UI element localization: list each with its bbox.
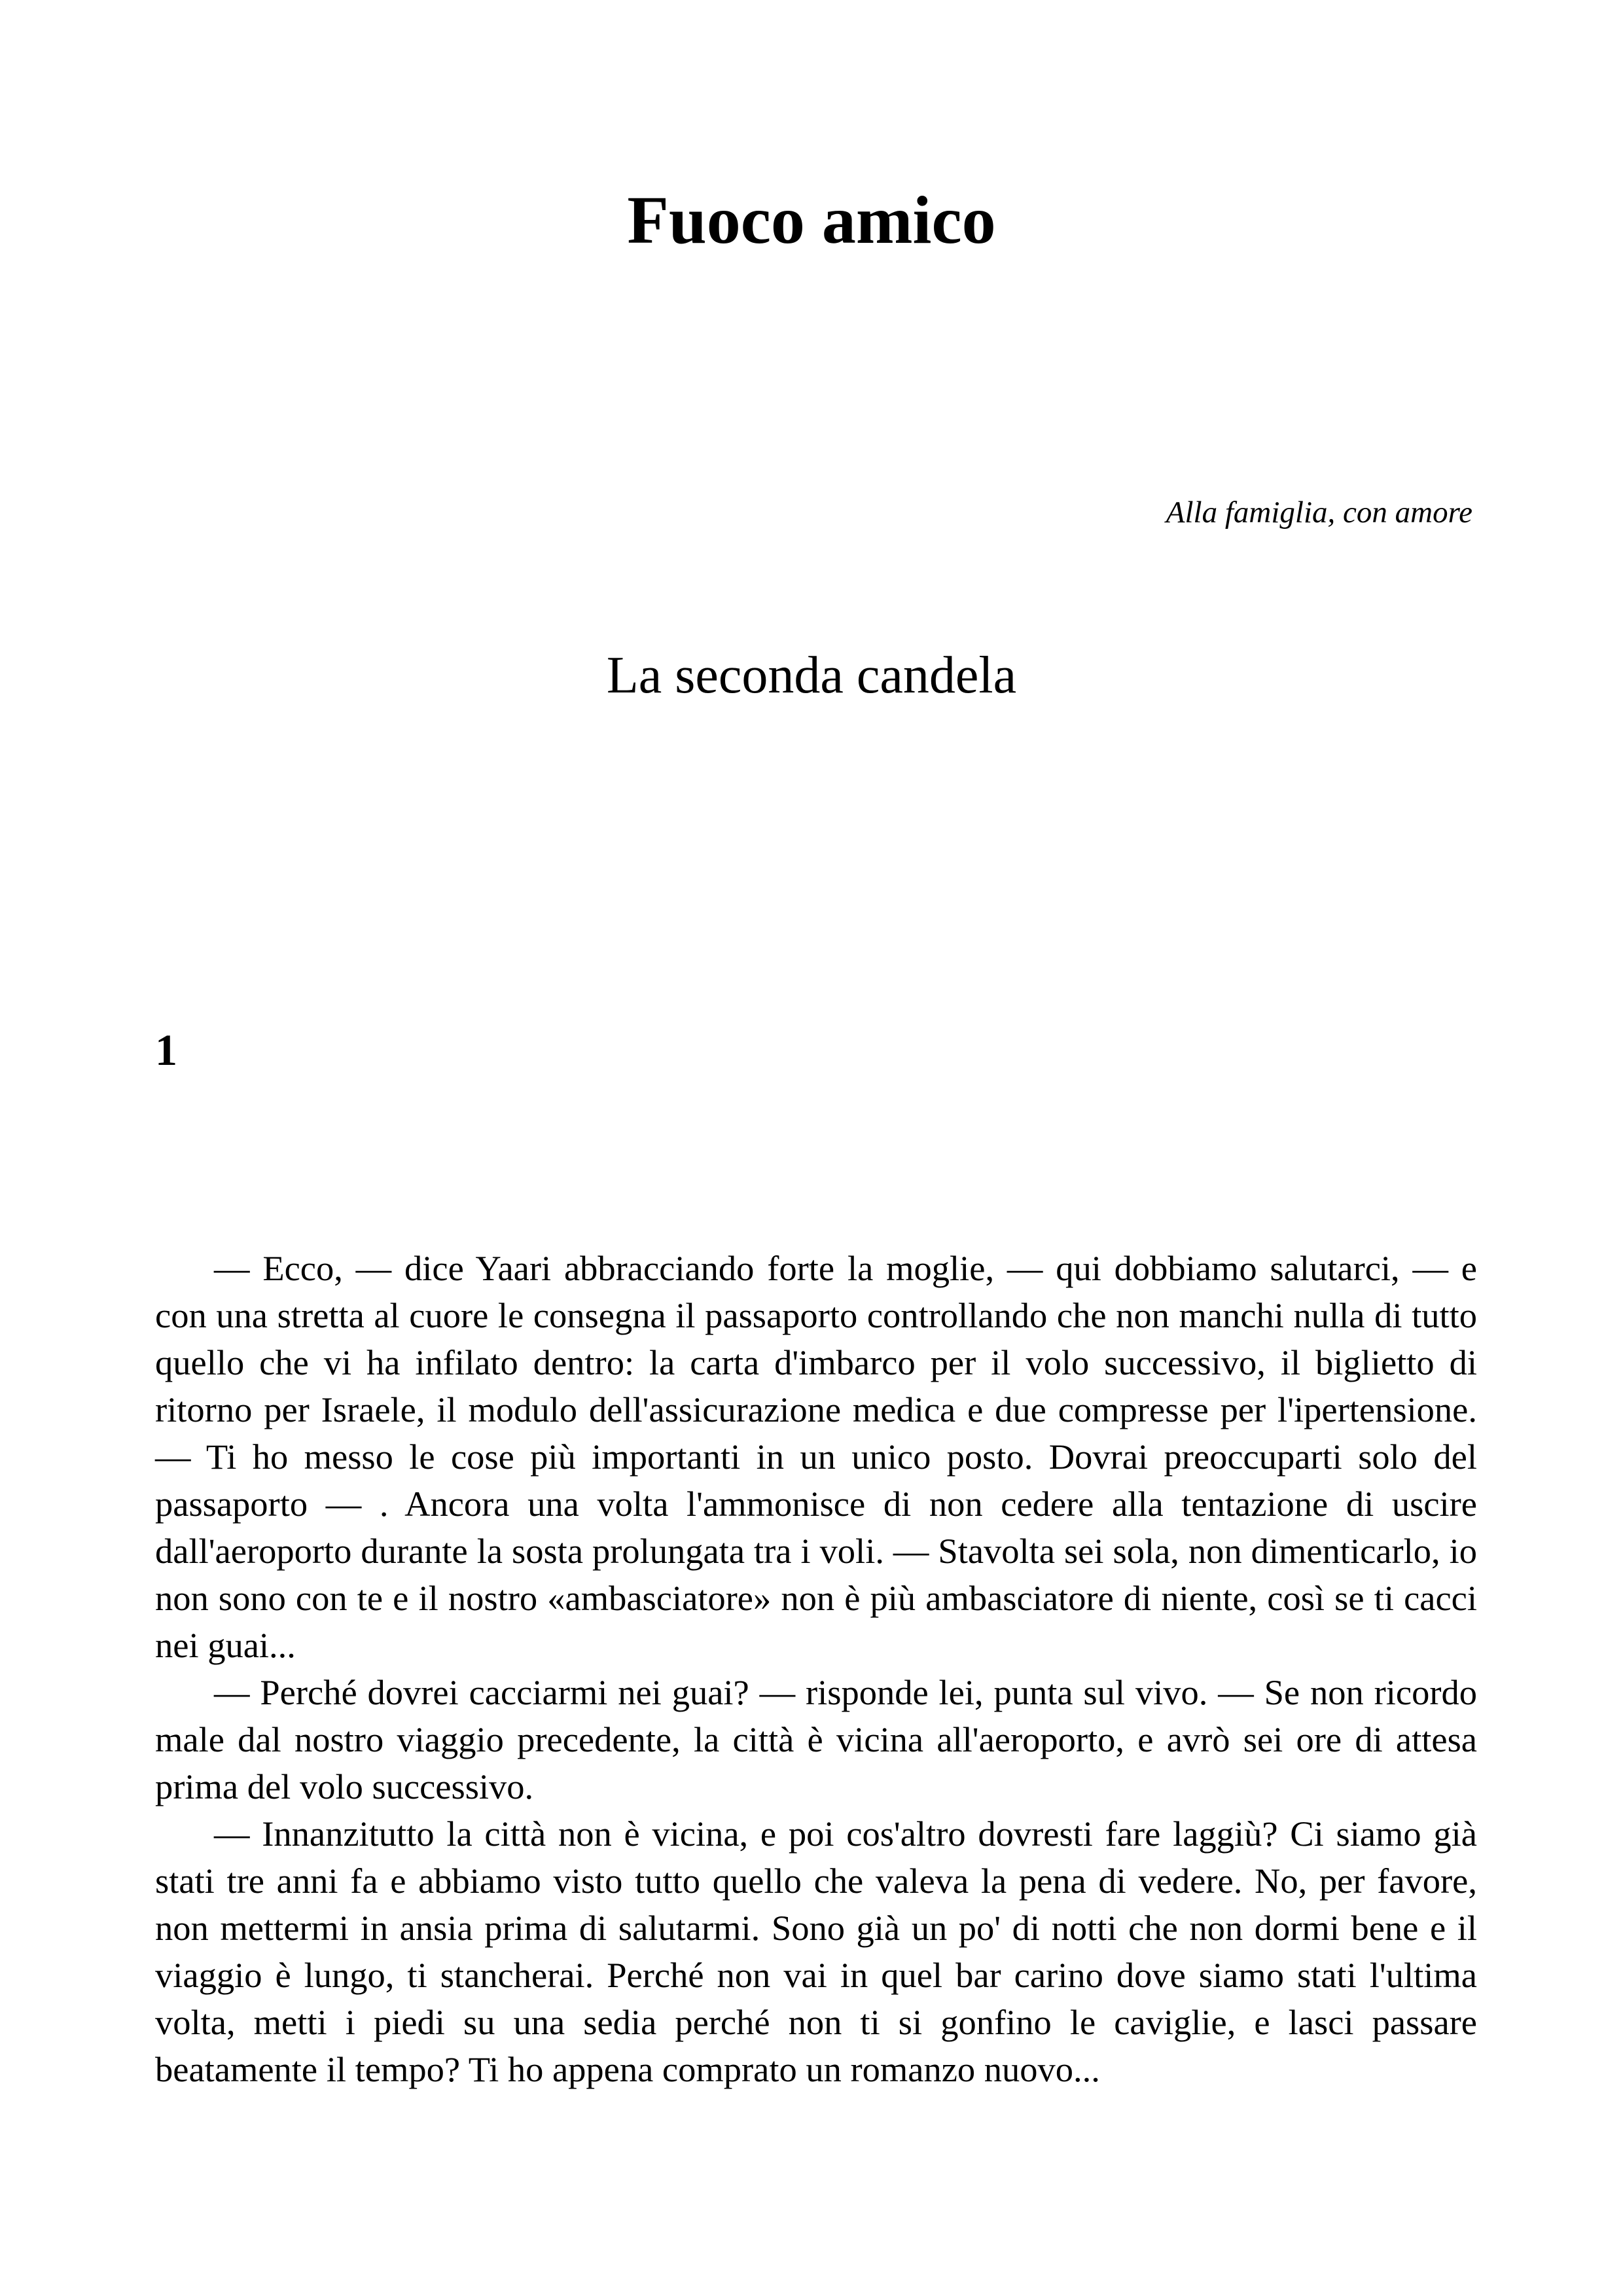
chapter-number: 1	[155, 1025, 177, 1075]
body-text	[155, 1245, 1477, 2093]
story-title: La seconda candela	[606, 647, 1017, 704]
paragraph: — Ecco, — dice Yaari abbracciando forte la moglie, — qui dobbiamo salutarci, — e con una stretta al cuore le consegna il passaporto controllando che non manchi nulla di tutto quello che vi ha infilato dentro: la carta d'imbarco per il volo successivo, il biglietto di ritorno per Israele, il modulo dell'assicurazione medica e due compresse per l'ipertensione. — Ti ho messo le cose più importanti in un unico posto. Dovrai preoccuparti solo del passaporto — . Ancora una volta l'ammonisce di non cedere alla tentazione di uscire dall'aeroporto durante la sosta prolungata tra i voli. — Stavolta sei sola, non dimenticarlo, io non sono con te e il nostro «ambasciatore» non è più ambasciatore di niente, così se ti cacci nei guai...	[155, 1248, 1477, 1665]
book-title: Fuoco amico	[627, 183, 996, 258]
paragraph: — Perché dovrei cacciarmi nei guai? — risponde lei, punta sul vivo. — Se non ricordo male dal nostro viaggio precedente, la città è vicina all'aeroporto, e avrò sei ore di attesa prima del volo successivo.	[155, 1672, 1477, 1806]
dedication: Alla famiglia, con amore	[1166, 495, 1472, 529]
paragraph: — Innanzitutto la città non è vicina, e poi cos'altro dovresti fare laggiù? Ci siamo già stati tre anni fa e abbiamo visto tutto quello che valeva la pena di vedere. No, per favore, non mettermi in ansia prima di salutarmi. Sono già un po' di notti che non dormi bene e il viaggio è lungo, ti stancherai. Perché non vai in quel bar carino dove siamo stati l'ultima volta, metti i piedi su una sedia perché non ti si gonfino le caviglie, e lasci passare beatamente il tempo? Ti ho appena comprato un romanzo nuovo...	[155, 1814, 1477, 2089]
